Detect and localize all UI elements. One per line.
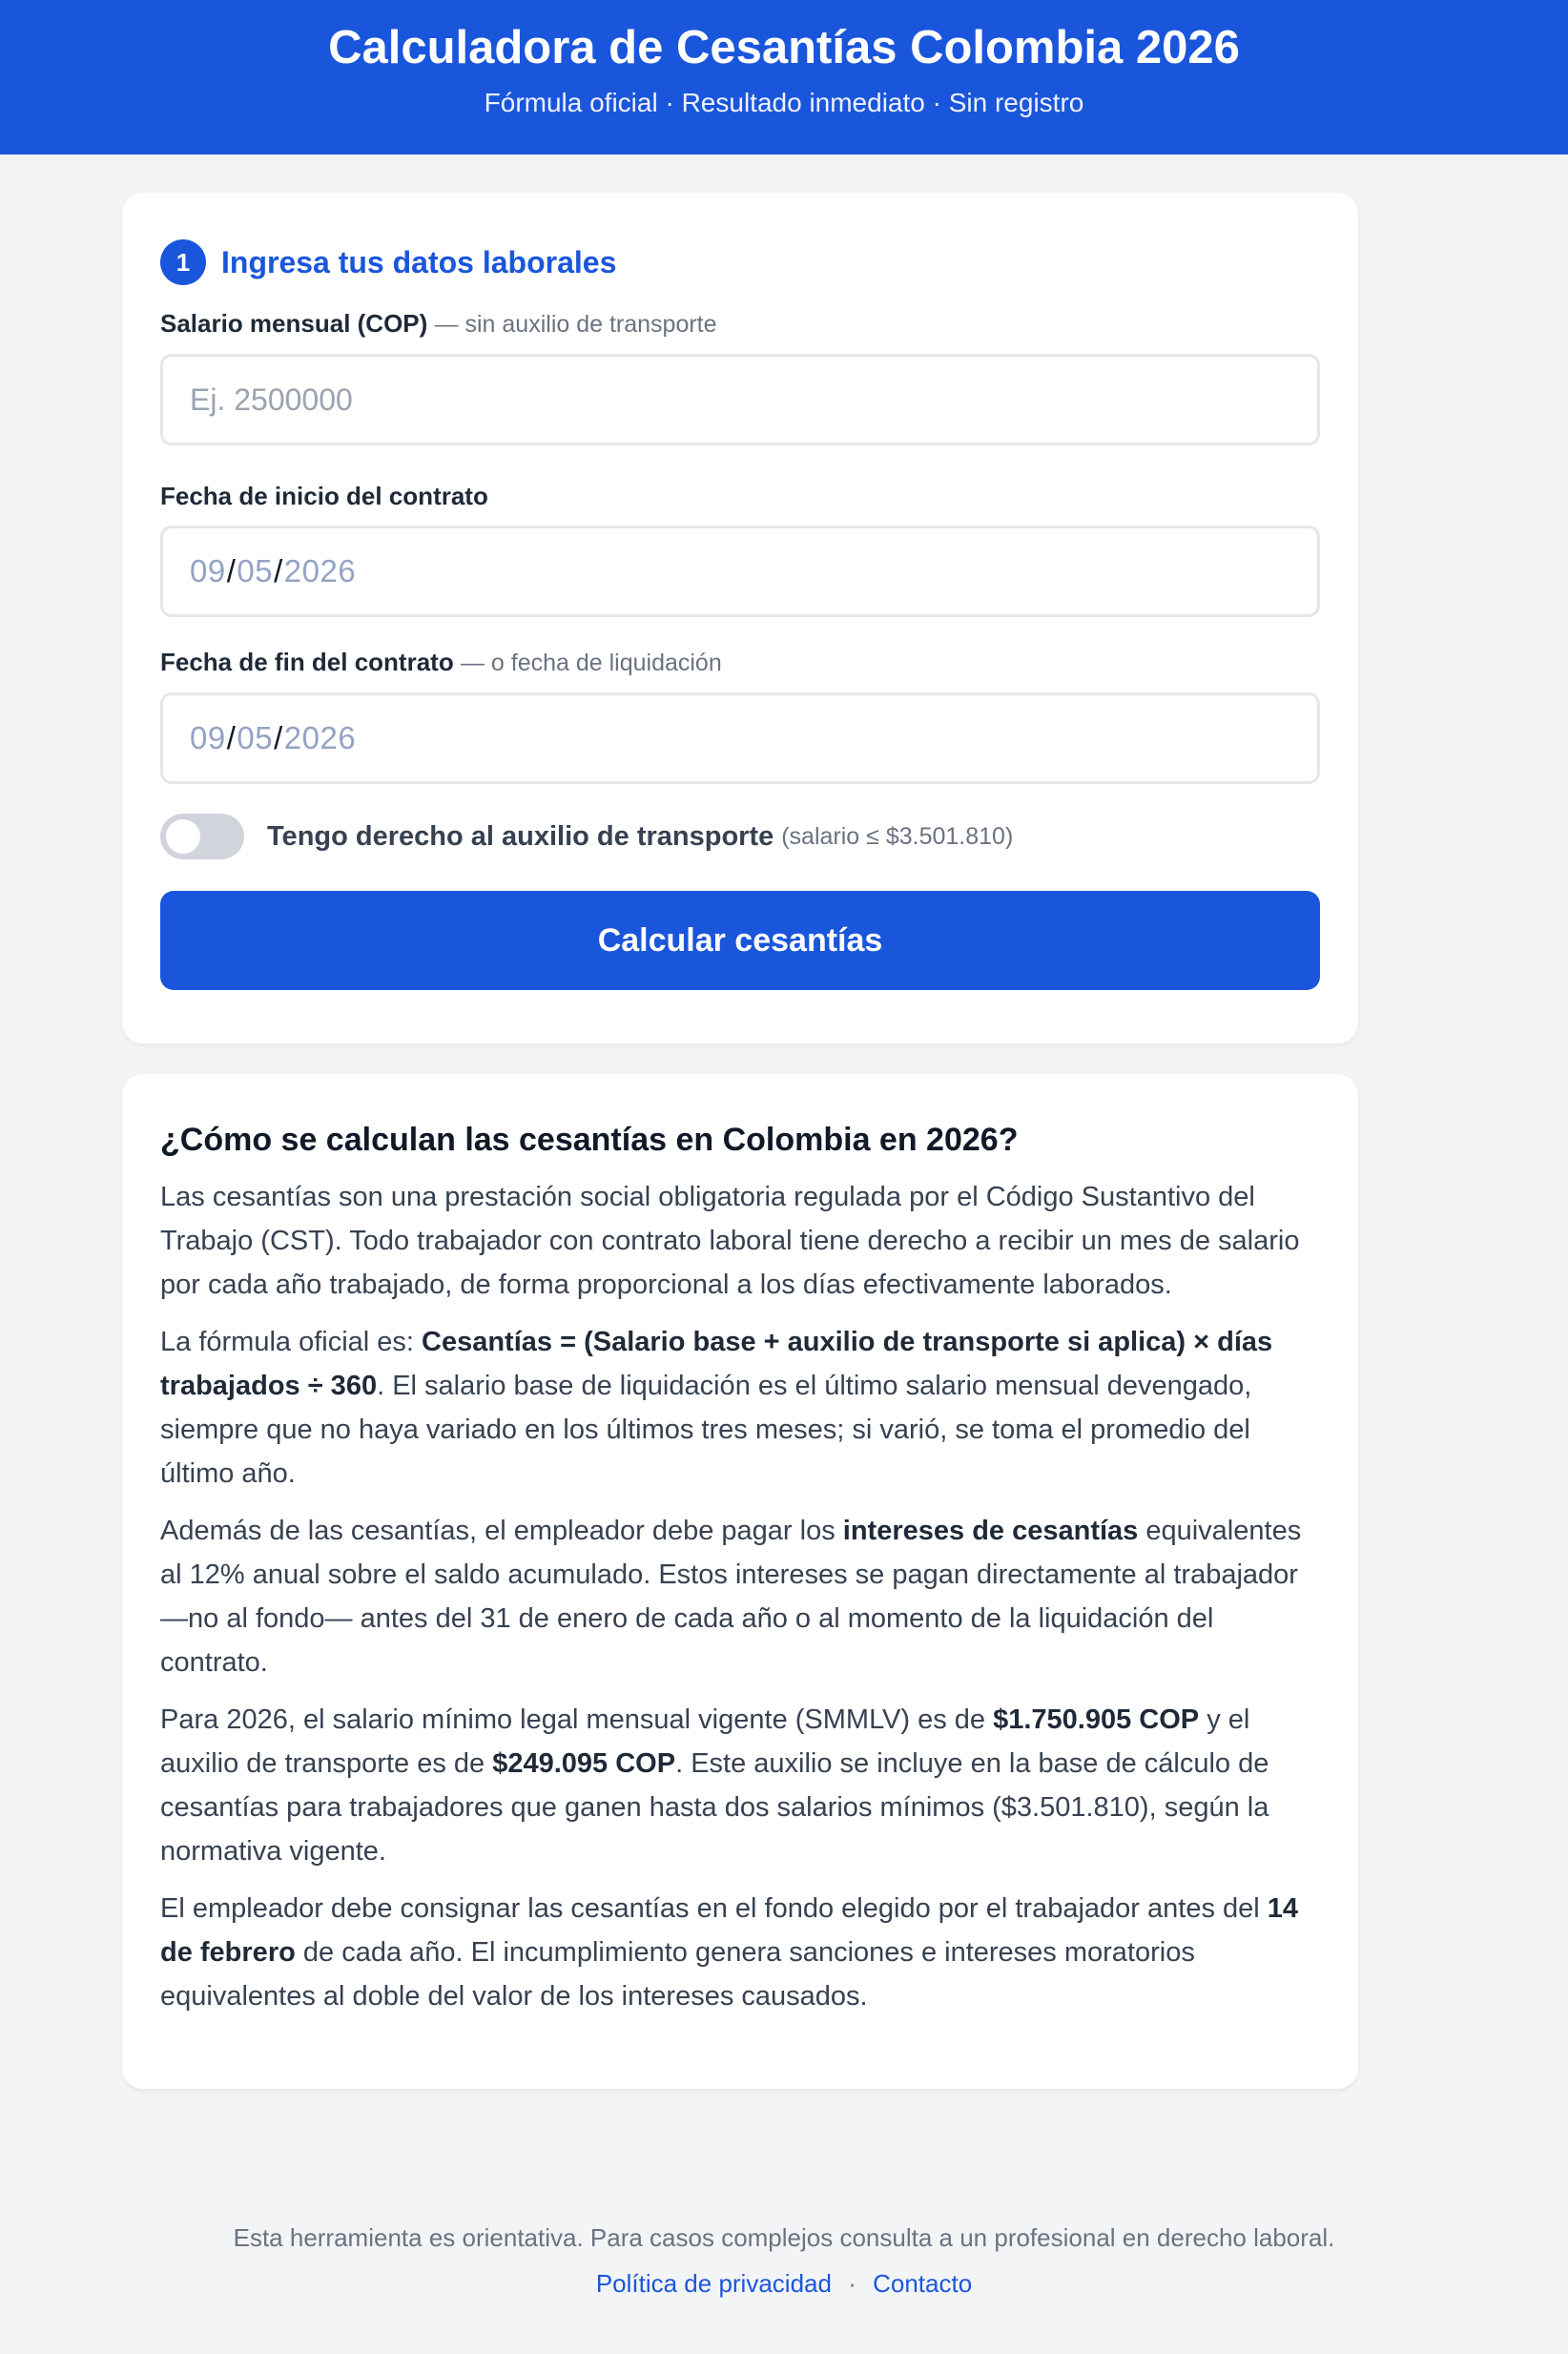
step-number-badge: 1 [160,239,206,285]
end-date-hint: — o fecha de liquidación [460,650,722,676]
salary-label-text: Salario mensual (COP) [160,309,428,338]
info-text: Para 2026, el salario mínimo legal mensual vigente (SMMLV) es de [160,1704,994,1735]
emphasis-text: intereses de cesantías [842,1516,1139,1546]
end-date-label [160,646,1320,679]
info-text: . El salario base de liquidación es el último salario mensual devengado, siempre que no haya variado en los últimos tres meses; si varió, se toma el promedio del último año. [160,1371,1252,1489]
salary-input-box[interactable] [160,354,1320,445]
start-date-label [160,480,1320,512]
transport-toggle-switch[interactable] [160,814,244,859]
step-title: Ingresa tus datos laborales [221,244,617,279]
info-paragraph-3 [160,1509,1320,1684]
start-date-label-text: Fecha de inicio del contrato [160,482,488,510]
info-paragraph-4 [160,1698,1320,1873]
page-header [0,0,1568,155]
footer-note: Esta herramienta es orientativa. Para casos complejos consulta a un profesional en derecho laboral. [233,2223,1335,2252]
salary-input[interactable] [190,382,1317,418]
info-text: Además de las cesantías, el empleador debe pagar los [160,1516,843,1546]
page-footer [0,2219,1568,2302]
transport-value: $249.095 COP [492,1748,676,1779]
info-paragraph-5 [160,1887,1320,2018]
start-date-input[interactable] [160,526,1320,617]
info-paragraph-2 [160,1320,1320,1496]
date-separator: / [226,720,237,755]
date-separator: / [226,553,237,588]
info-heading: ¿Cómo se calculan las cesantías en Colombia en 2026? [160,1122,1019,1158]
privacy-policy-link[interactable]: Política de privacidad [595,2269,832,2298]
transport-toggle-row [160,813,1320,860]
transport-toggle-hint: (salario ≤ $3.501.810) [781,822,1014,850]
info-text: El empleador debe consignar las cesantías en el fondo elegido por el trabajador antes del [160,1893,1268,1924]
start-date-month[interactable]: 05 [237,553,274,588]
info-text: de cada año. El incumplimiento genera sanciones e intereses moratorios equivalentes al doble del valor de los intereses causados. [160,1937,1195,2012]
info-paragraph-1: Las cesantías son una prestación social obligatoria regulada por el Código Sustantivo del Trabajo (CST). Todo trabajador con contrato laboral tiene derecho a recibir un mes de salario por cada año trabajado, de forma proporcional a los días efectivamente laborados. [160,1182,1300,1300]
formula-text: Cesantías = (Salario base + auxilio de transporte si aplica) × días trabajados ÷ 360 [160,1327,1273,1401]
info-text: y el auxilio de transporte es de [160,1704,1250,1779]
info-text: La fórmula oficial es: [160,1327,423,1357]
end-date-field-group [160,646,1320,784]
end-date-label-text: Fecha de fin del contrato [160,648,454,676]
page-title: Calculadora de Cesantías Colombia 2026 [328,22,1240,73]
date-separator: / [274,553,283,588]
contact-link[interactable]: Contacto [873,2269,973,2298]
calculator-form-card [122,193,1358,1043]
deadline-text: 14 de febrero [160,1893,1299,1968]
start-date-day[interactable]: 09 [190,553,226,588]
salary-field-group [160,307,1320,445]
start-date-year[interactable]: 2026 [283,553,357,588]
date-separator: / [274,720,283,755]
start-date-field-group [160,480,1320,617]
footer-links [0,2264,1568,2302]
end-date-day[interactable]: 09 [190,720,226,755]
end-date-year[interactable]: 2026 [283,720,357,755]
transport-toggle-label: Tengo derecho al auxilio de transporte [267,820,774,852]
salary-label [160,307,1320,341]
step-heading [160,238,1320,286]
end-date-input[interactable] [160,692,1320,784]
page-subtitle: Fórmula oficial · Resultado inmediato · Sin registro [484,88,1084,117]
calculate-button[interactable]: Calcular cesantías [160,891,1320,990]
info-text: equivalentes al 12% anual sobre el saldo acumulado. Estos intereses se pagan directamente al trabajador —no al fondo— antes del 31 de enero de cada año o al momento de la liquidación del contrato. [160,1516,1302,1678]
toggle-knob [166,819,200,854]
info-card [122,1074,1358,2089]
footer-separator: · [848,2269,856,2298]
smmlv-value: $1.750.905 COP [993,1704,1200,1735]
salary-hint: — sin auxilio de transporte [434,311,717,338]
info-text: . Este auxilio se incluye en la base de cálculo de cesantías para trabajadores que ganen hasta dos salarios mínimos ($3.501.810), según la normativa vigente. [160,1748,1269,1867]
end-date-month[interactable]: 05 [237,720,274,755]
